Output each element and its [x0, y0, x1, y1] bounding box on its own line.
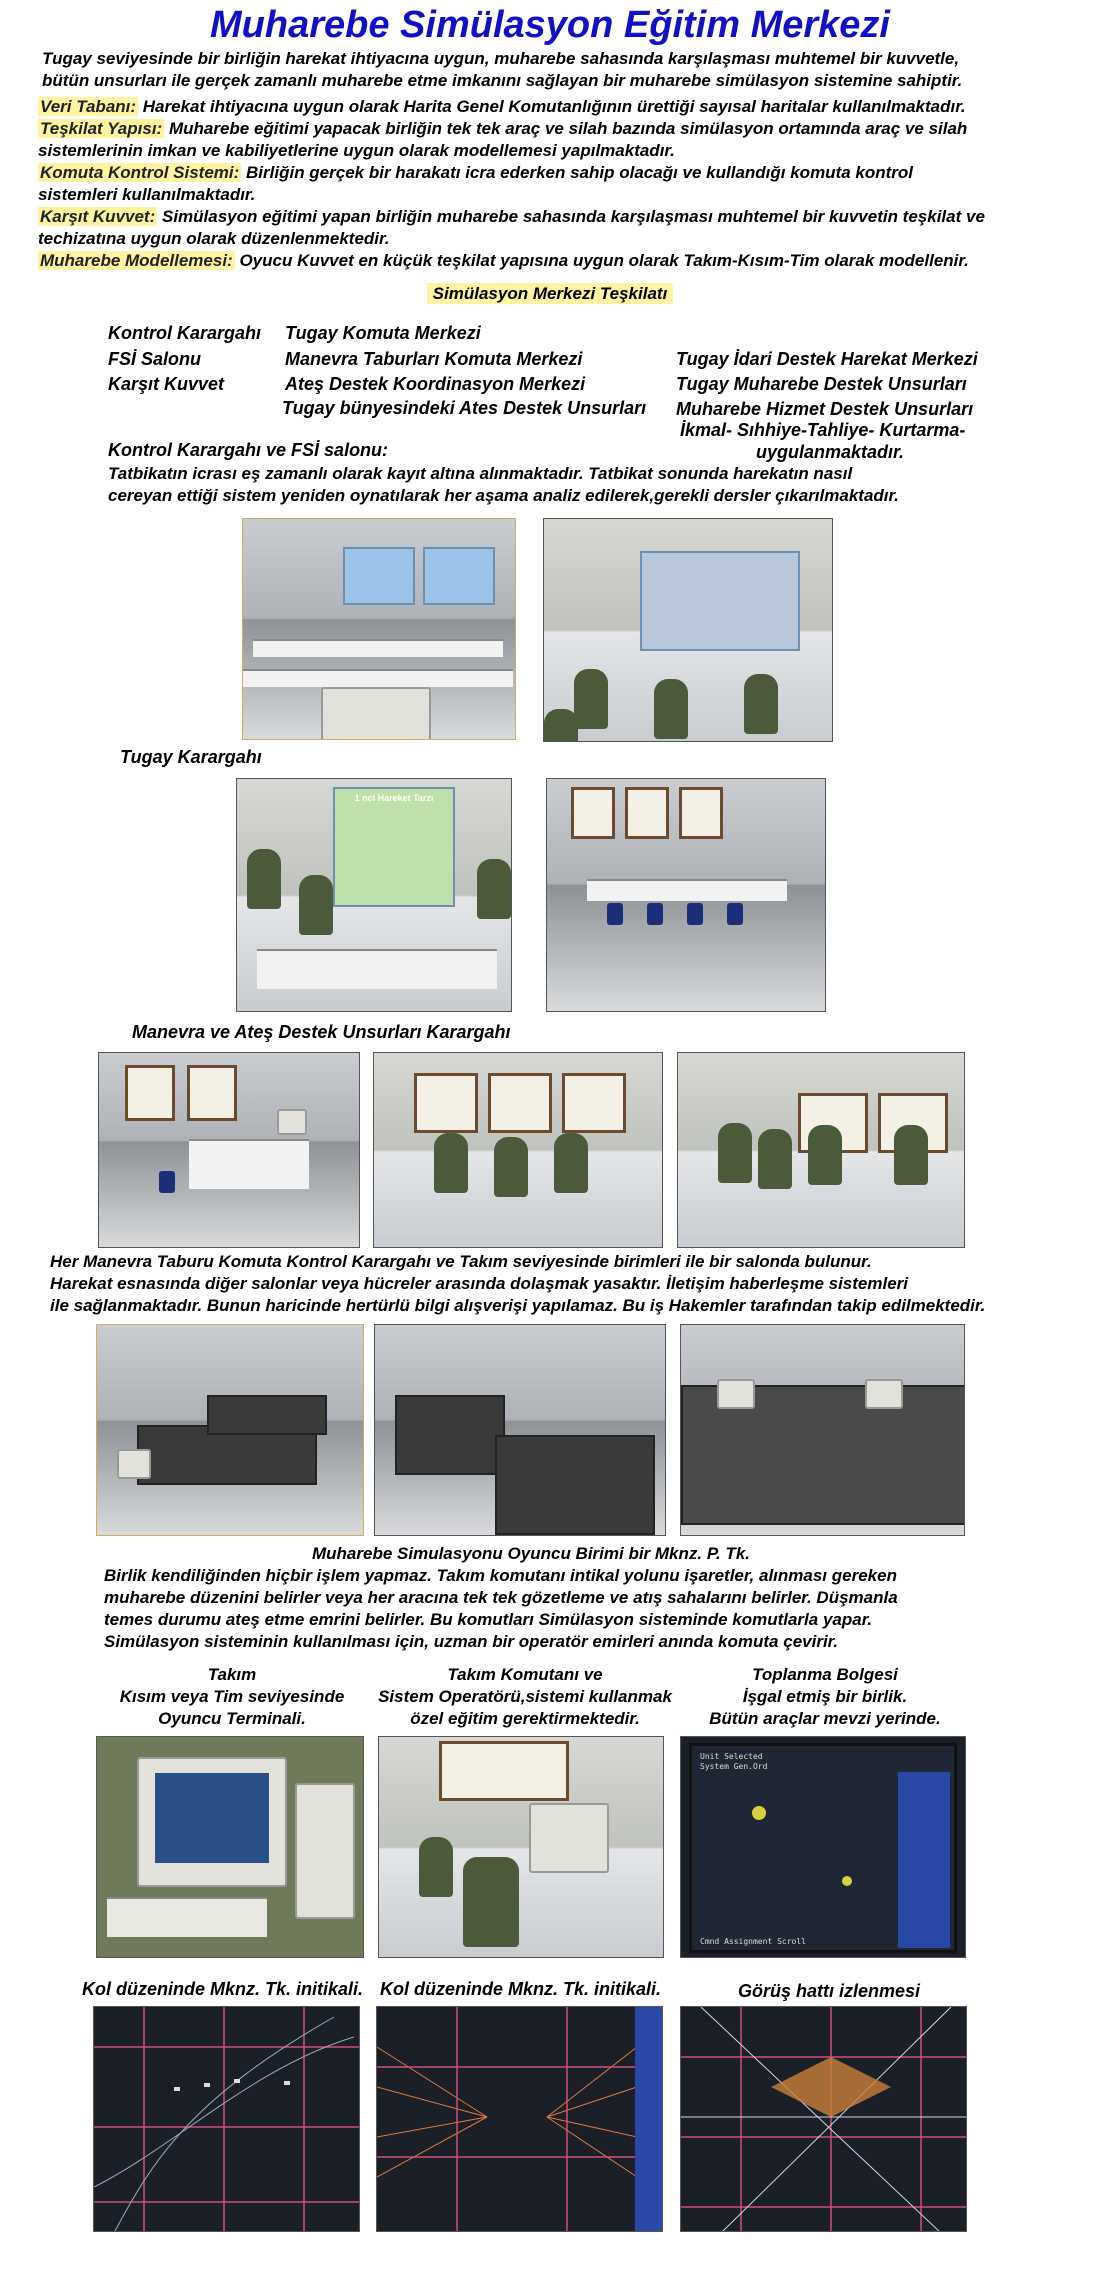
org-col2-item: Tugay bünyesindeki Ates Destek Unsurları: [282, 398, 647, 418]
cubicle-room-photo-2: [374, 1324, 666, 1536]
caption-line: Bütün araçlar mevzi yerinde.: [709, 1709, 941, 1728]
control-line: Tatbikatın icrası eş zamanlı olarak kayıt altına alınmaktadır. Tatbikat sonunda harekatın nasıl: [108, 464, 853, 483]
org-heading: Simülasyon Merkezi Teşkilatı: [0, 282, 1100, 306]
caption-line: özel eğitim gerektirmektedir.: [410, 1709, 640, 1728]
screen-row: System Gen.Ord: [700, 1762, 768, 1771]
intro-text: [42, 48, 1062, 92]
definition-text: Muharebe eğitimi yapacak birliğin tek tek araç ve silah bazında simülasyon ortamında araç ve silah: [164, 119, 968, 138]
tugay-meeting-room-photo: [546, 778, 826, 1012]
column-movement-screen-1: [93, 2006, 360, 2232]
definition-text: Harekat ihtiyacına uygun olarak Harita Genel Komutanlığının ürettiği sayısal haritalar kullanılmaktadır.: [138, 97, 966, 116]
definition-item: [38, 162, 1078, 206]
definition-term: Teşkilat Yapısı:: [40, 119, 163, 138]
tactical-map-svg: [377, 2007, 663, 2232]
screen-footer: Cmnd Assignment Scroll: [700, 1937, 806, 1946]
control-text: [108, 463, 1008, 507]
tactical-map-svg: [94, 2007, 360, 2232]
assembly-area-screen: [680, 1736, 966, 1958]
caption-line: Takım Komutanı ve: [447, 1665, 603, 1684]
manevra-room-photo-1: [98, 1052, 360, 1248]
cubicle-room-photo-3: [680, 1324, 965, 1536]
manevra-line: ile sağlanmaktadır. Bunun haricinde hertürlü bilgi alışverişi yapılamaz. Bu iş Hakemler tarafından takip edilmektedir.: [50, 1296, 986, 1315]
column-movement-screen-2: [376, 2006, 663, 2232]
bottom-caption-2: Kol düzeninde Mknz. Tk. initikali.: [380, 1979, 662, 1999]
manevra-caption: Manevra ve Ateş Destek Unsurları Karargahı: [132, 1022, 511, 1042]
terminal-caption: [96, 1664, 368, 1730]
screen-header: Unit Selected: [700, 1752, 763, 1761]
player-line: Simülasyon sisteminin kullanılması için, uzman bir operatör emirleri anında komuta çevirir.: [104, 1632, 839, 1651]
tugay-caption: Tugay Karargahı: [120, 747, 262, 767]
definition-text: Oyucu Kuvvet en küçük teşkilat yapısına uygun olarak Takım-Kısım-Tim olarak modellenir.: [234, 251, 969, 270]
definition-text: sistemleri kullanılmaktadır.: [38, 185, 256, 204]
player-terminal-photo: [96, 1736, 364, 1958]
manevra-line: Harekat esnasında diğer salonlar veya hücreler arasında dolaşmak yasaktır. İletişim haberleşme sistemleri: [50, 1274, 909, 1293]
tactical-map-svg: [681, 2007, 967, 2232]
org-col2-item: Manevra Taburları Komuta Merkezi: [285, 349, 583, 369]
player-line: muharebe düzenini belirler veya her aracına tek tek gözetleme ve atış sahalarını belirler. Düşmanla: [104, 1588, 898, 1607]
operator-caption: [360, 1664, 690, 1730]
fsi-room-photo: [543, 518, 833, 742]
bottom-caption-1: Kol düzeninde Mknz. Tk. initikali.: [82, 1979, 364, 1999]
definition-item: [38, 96, 1078, 118]
caption-line: Sistem Operatörü,sistemi kullanmak: [378, 1687, 672, 1706]
org-col1-item: FSİ Salonu: [108, 349, 202, 369]
org-col1-item: Karşıt Kuvvet: [108, 374, 225, 394]
intro-line: Tugay seviyesinde bir birliğin harekat ihtiyacına uygun, muharebe sahasında karşılaşması muhtemel bir kuvvetle,: [42, 49, 960, 68]
player-heading: Muharebe Simulasyonu Oyuncu Birimi bir Mknz. P. Tk.: [312, 1544, 750, 1563]
operator-photo: [378, 1736, 664, 1958]
caption-line: Toplanma Bolgesi: [752, 1665, 898, 1684]
definition-item: [38, 206, 1078, 250]
definition-text: Birliğin gerçek bir harakatı icra ederken sahip olacağı ve kullandığı komuta kontrol: [241, 163, 914, 182]
org-col3-item: Muharebe Hizmet Destek Unsurları: [676, 399, 974, 419]
manevra-room-photo-2: [373, 1052, 663, 1248]
definition-item: [38, 118, 1078, 162]
line-of-sight-screen: [680, 2006, 967, 2232]
page-title: Muharebe Simülasyon Eğitim Merkezi: [210, 4, 890, 46]
org-col2-item: Ateş Destek Koordinasyon Merkezi: [285, 374, 586, 394]
player-line: temes durumu ateş etme emrini belirler. Bu komutları Simülasyon sisteminde komutlarla yapar.: [104, 1610, 873, 1629]
bottom-caption-3: Görüş hattı izlenmesi: [738, 1981, 921, 2001]
definition-term: Komuta Kontrol Sistemi:: [40, 163, 240, 182]
definition-text: techizatına uygun olarak düzenlenmektedir.: [38, 229, 390, 248]
tugay-briefing-photo: [236, 778, 512, 1012]
definition-text: Simülasyon eğitimi yapan birliğin muharebe sahasında karşılaşması muhtemel bir kuvvetin teşkilat ve: [157, 207, 985, 226]
player-text: [104, 1565, 1064, 1653]
control-room-photo: [242, 518, 516, 740]
intro-line: bütün unsurları ile gerçek zamanlı muharebe etme imkanını sağlayan bir muharebe simülasyon sistemine sahiptir.: [42, 71, 963, 90]
caption-line: Kısım veya Tim seviyesinde: [119, 1687, 345, 1706]
caption-line: İşgal etmiş bir birlik.: [742, 1687, 908, 1706]
cubicle-room-photo-1: [96, 1324, 364, 1536]
definition-term: Muharebe Modellemesi:: [40, 251, 233, 270]
assembly-caption: [680, 1664, 970, 1730]
org-col1-item: Kontrol Karargahı: [108, 323, 262, 343]
manevra-text: [50, 1251, 1090, 1317]
org-col3-item: İkmal- Sıhhiye-Tahliye- Kurtarma-: [680, 420, 966, 440]
caption-line: Oyuncu Terminali.: [158, 1709, 306, 1728]
projector-title: 1 nci Hareket Tarzı: [354, 793, 434, 803]
player-line: Birlik kendiliğinden hiçbir işlem yapmaz. Takım komutanı intikal yolunu işaretler, alınması gereken: [104, 1566, 897, 1585]
control-heading: Kontrol Karargahı ve FSİ salonu:: [108, 440, 389, 460]
manevra-room-photo-3: [677, 1052, 965, 1248]
caption-line: Takım: [207, 1665, 257, 1684]
definition-text: sistemlerinin imkan ve kabiliyetlerine uygun olarak modellemesi yapılmaktadır.: [38, 141, 675, 160]
definition-term: Karşıt Kuvvet:: [40, 207, 156, 226]
org-col3-item: uygulanmaktadır.: [756, 442, 905, 462]
manevra-line: Her Manevra Taburu Komuta Kontrol Karargahı ve Takım seviyesinde birimleri ile bir salonda bulunur.: [50, 1252, 872, 1271]
definition-term: Veri Tabanı:: [40, 97, 137, 116]
org-col2-item: Tugay Komuta Merkezi: [285, 323, 481, 343]
definition-item: [38, 250, 1078, 272]
control-line: cereyan ettiği sistem yeniden oynatılarak her aşama analiz edilerek,gerekli dersler çıkarılmaktadır.: [108, 486, 899, 505]
org-col3-item: Tugay Muharebe Destek Unsurları: [676, 374, 967, 394]
org-col3-item: Tugay İdari Destek Harekat Merkezi: [676, 349, 978, 369]
